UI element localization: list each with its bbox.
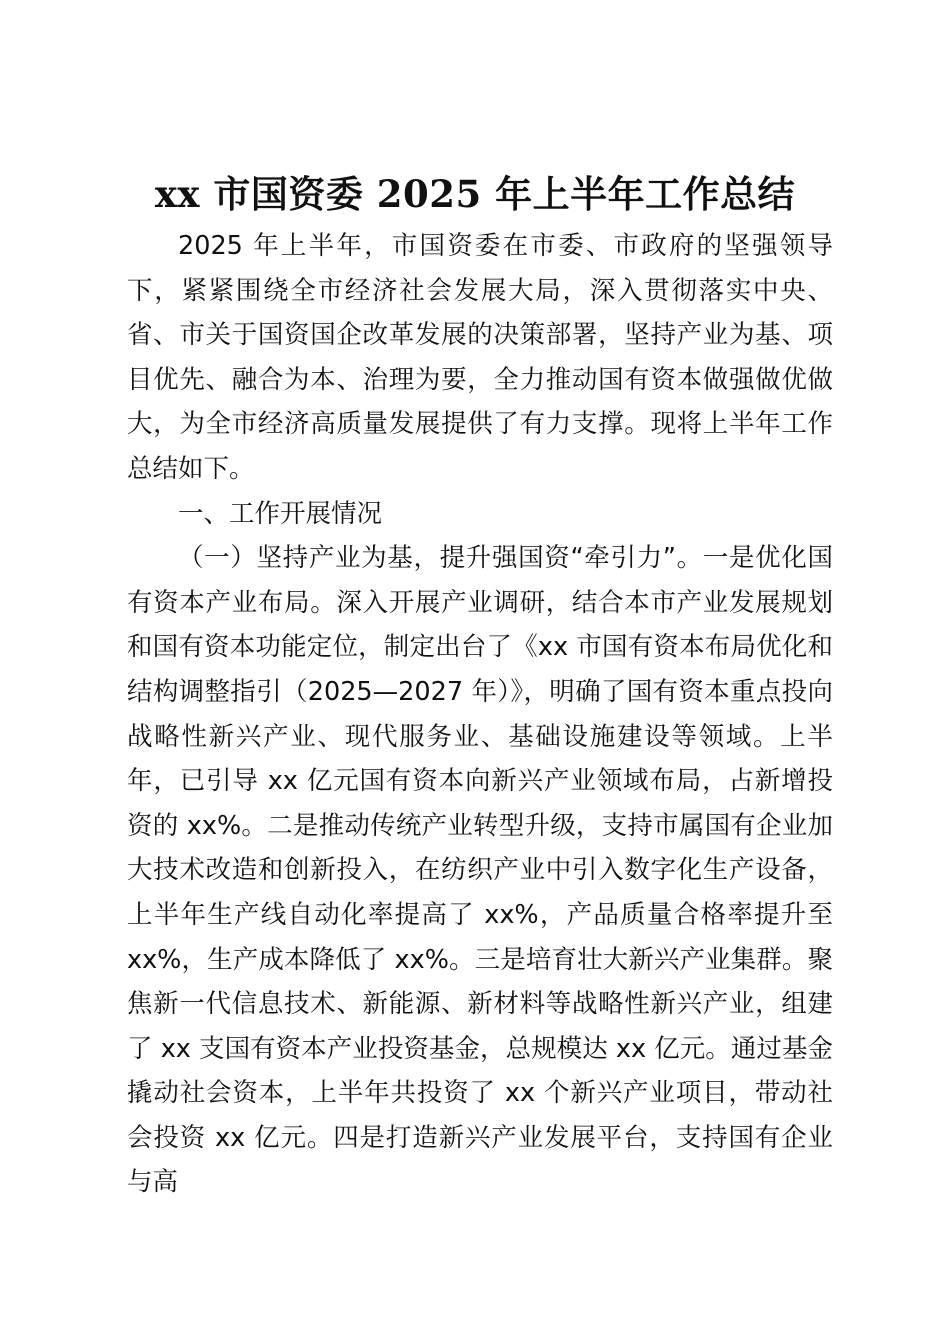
section-heading: 一、工作开展情况 [178, 498, 383, 529]
document-body [127, 224, 833, 1205]
body-paragraph: （一）坚持产业为基，提升强国资“牵引力”。一是优化国有资本产业布局。深入开展产业调研，结合本市产业发展规划和国有资本功能定位，制定出台了《xx 市国有资本布局优化和结构调整指引（2025—2027 年）》，明确了国有资本重点投向战略性新兴产业、现代服务业、基础设施建设等领域。上半年，已引导 xx 亿元国有资本向新兴产业领域布局，占新增投资的 xx%。二是推动传统产业转型升级，支持市属国有企业加大技术改造和创新投入，在纺织产业中引入数字化生产设备，上半年生产线自动化率提高了 xx%，产品质量合格率提升至 xx%，生产成本降低了 xx%。三是培育壮大新兴产业集群。聚焦新一代信息技术、新能源、新材料等战略性新兴产业，组建了 xx 支国有资本产业投资基金，总规模达 xx 亿元。通过基金撬动社会资本，上半年共投资了 xx 个新兴产业项目，带动社会投资 xx 亿元。四是打造新兴产业发展平台，支持国有企业与高 [127, 543, 833, 1198]
intro-paragraph: 2025 年上半年，市国资委在市委、市政府的坚强领导下，紧紧围绕全市经济社会发展大局，深入贯彻落实中央、省、市关于国资国企改革发展的决策部署，坚持产业为基、项目优先、融合为本、治理为要，全力推动国有资本做强做优做大，为全市经济高质量发展提供了有力支撑。现将上半年工作总结如下。 [127, 231, 833, 484]
page-title: xx 市国资委 2025 年上半年工作总结 [154, 172, 796, 216]
